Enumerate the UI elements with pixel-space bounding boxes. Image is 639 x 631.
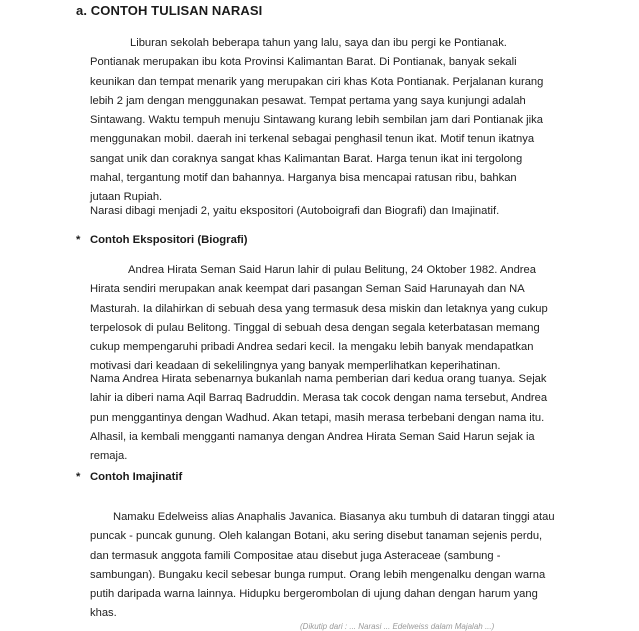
expository-section-title [76,234,248,246]
bullet-marker: * [76,234,81,246]
imaginative-section-title [76,471,182,483]
bullet-marker: * [76,471,81,483]
citation-footnote: (Dikutip dari : ... Narasi ... Edelweiss dalam Majalah ...) [300,622,495,631]
narrative-types-paragraph: Narasi dibagi menjadi 2, yaitu ekspositori (Autoboigrafi dan Biografi) dan Imajinatif. [90,205,500,217]
expository-title-text: Contoh Ekspositori (Biografi) [90,234,248,246]
narrative-paragraph: Liburan sekolah beberapa tahun yang lalu, saya dan ibu pergi ke Pontianak. Pontianak merupakan ibu kota Provinsi Kalimantan Barat. Di Pontianak, banyak sekali keunikan dan tempat menarik yang merupakan ciri khas Kota Pontianak. Perjalanan kurang lebih 2 jam dengan menggunakan pesawat. Tempat pertama yang saya kunjungi adalah Sintawang. Waktu tempuh menuju Sintawang kurang lebih sembilan jam dari Pontianak jika menggunakan mobil. daerah ini terkenal sebagai penghasil tenun ikat. Motif tenun ikatnya sangat unik dan coraknya sangat khas Kalimantan Barat. Harga tenun ikat ini tergolong mahal, tergantung motif dan bahannya. Harganya bisa mencapai ratusan ribu, bahkan jutaan Rupiah. [90,37,544,204]
imaginative-paragraph: Namaku Edelweiss alias Anaphalis Javanica. Biasanya aku tumbuh di dataran tinggi atau puncak - puncak gunung. Oleh kalangan Botani, aku sering disebut tanaman sejenis perdu, dan termasuk anggota famili Compositae atau disebut juga Asteraceae (sambung - sambungan). Bungaku kecil sebesar bunga rumput. Orang lebih mengenalku dengan warna putih daripada warna lainnya. Hidupku bergerombolan di ujung dahan dengan harum yang khas. [90,511,555,620]
imaginative-title-text: Contoh Imajinatif [90,471,183,483]
section-heading: a. CONTOH TULISAN NARASI [76,3,263,18]
expository-paragraph-2: Nama Andrea Hirata sebenarnya bukanlah nama pemberian dari kedua orang tuanya. Sejak lahir ia diberi nama Aqil Barraq Badruddin. Merasa tak cocok dengan nama tersebut, Andrea pun menggantinya dengan Wadhud. Akan tetapi, masih merasa terbebani dengan nama itu. Alhasil, ia kembali mengganti namanya dengan Andrea Hirata Seman Said Harun sejak ia remaja. [90,373,548,463]
expository-paragraph-1: Andrea Hirata Seman Said Harun lahir di pulau Belitung, 24 Oktober 1982. Andrea Hirata sendiri merupakan anak keempat dari pasangan Seman Said Harunayah dan NA Masturah. Ia dilahirkan di sebuah desa yang termasuk desa miskin dan letaknya yang cukup terpelosok di pulau Belitong. Tinggal di sebuah desa dengan segala keterbatasan memang cukup mempengaruhi pribadi Andrea sedari kecil. Ia mengaku lebih banyak mendapatkan motivasi dari keadaan di sekelilingnya yang banyak memperlihatkan keperihatinan. [90,264,548,373]
